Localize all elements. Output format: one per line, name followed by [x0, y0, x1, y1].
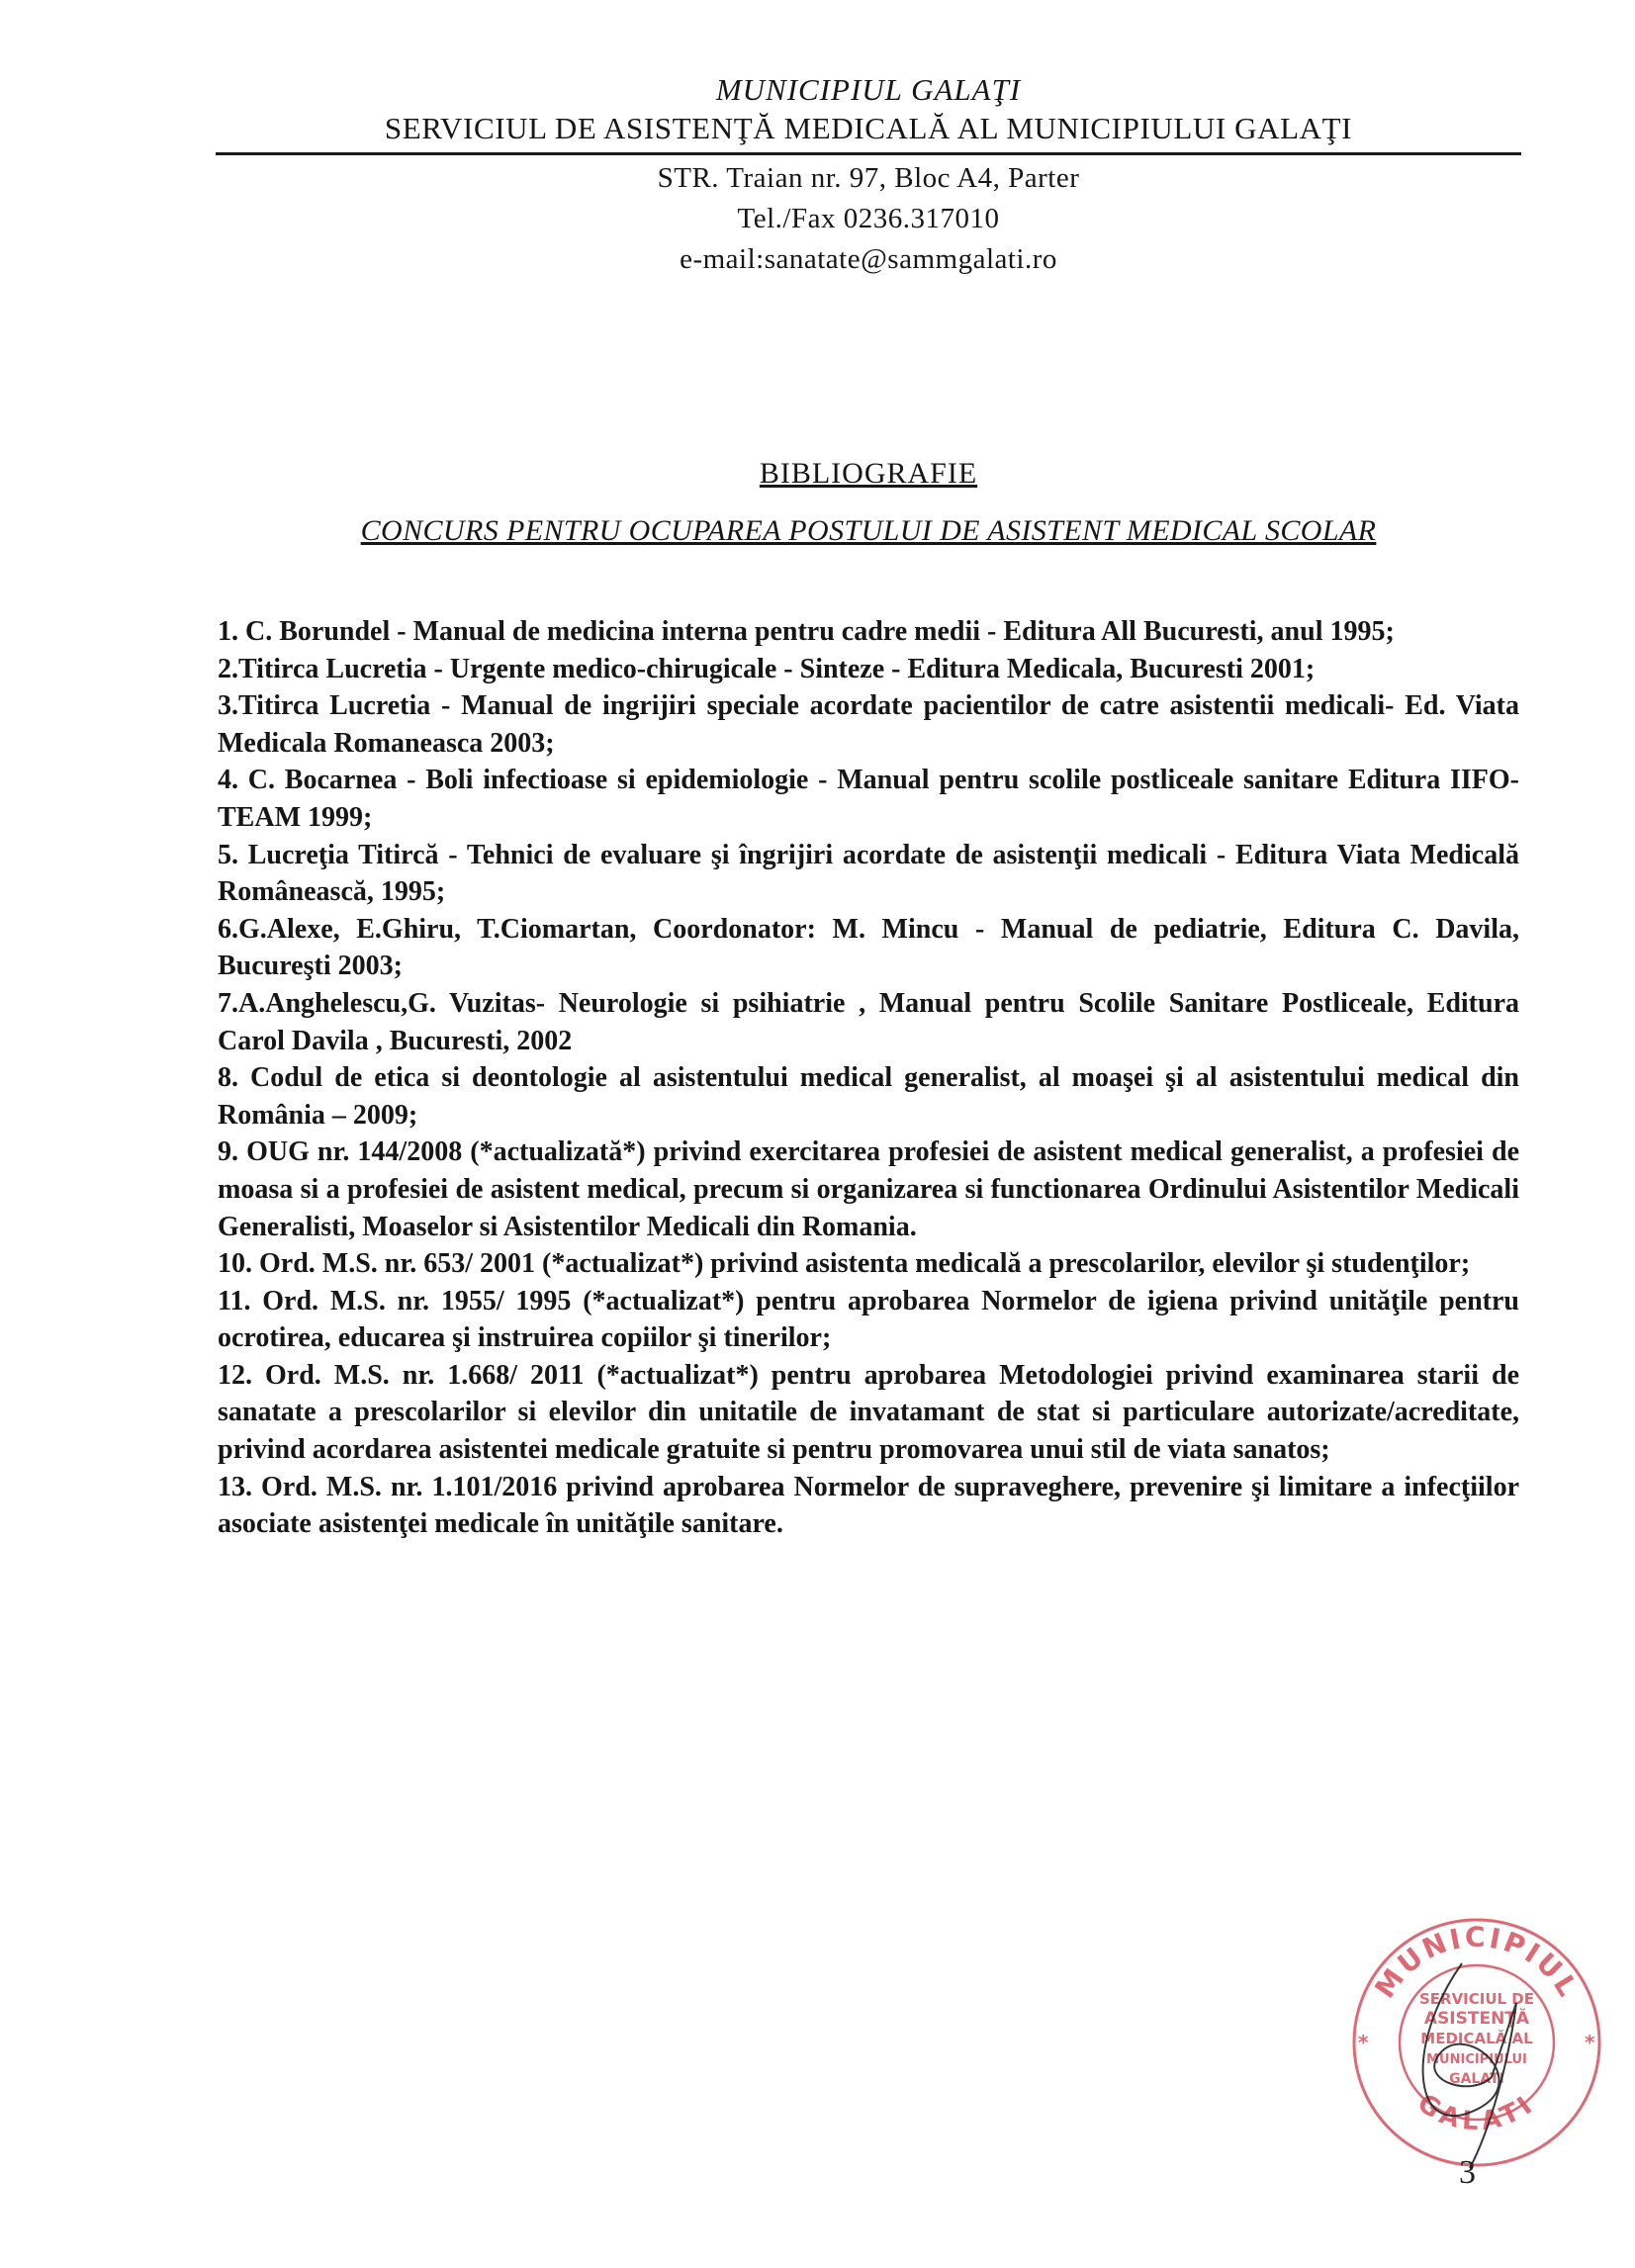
- stamp-outer-top-text: MUNICIPIUL: [1368, 1921, 1586, 2005]
- address-street: STR. Traian nr. 97, Bloc A4, Parter: [657, 162, 1080, 194]
- bibliography-item: 5. Lucreţia Titircă - Tehnici de evaluare şi îngrijiri acordate de asistenţii medicali - Editura Viata Medicală Românească, 1995;: [218, 839, 1519, 908]
- stamp-inner-line: SERVICIUL DE: [1418, 1990, 1535, 2008]
- header-divider: [216, 152, 1521, 155]
- bibliography-item: 1. C. Borundel - Manual de medicina interna pentru cadre medii - Editura All Bucuresti, anul 1995;: [218, 616, 1395, 647]
- stamp-inner-line: MEDICALĂ AL: [1420, 2030, 1533, 2047]
- bibliography-item: 12. Ord. M.S. nr. 1.668/ 2011 (*actualizat*) pentru aprobarea Metodologiei privind examinarea starii de sanatate a prescolarilor si elevilor din unitatile de invatamant de stat si particulare autorizate/acreditate, privind acordarea asistentei medicale gratuite si pentru promovarea unui stil de viata sanatos;: [218, 1359, 1519, 1466]
- stamp-inner-line: ASISTENŢĂ: [1423, 2009, 1530, 2029]
- bibliography-item: 7.A.Anghelescu,G. Vuzitas- Neurologie si psihiatrie , Manual pentru Scolile Sanitare Postliceale, Editura Carol Davila , Bucuresti, 2002: [218, 987, 1519, 1056]
- bibliography-item: 13. Ord. M.S. nr. 1.101/2016 privind aprobarea Normelor de supraveghere, prevenire şi limitare a infecţiilor asociate asistenţei medicale în unităţile sanitare.: [218, 1471, 1519, 1540]
- bibliography-item: 8. Codul de etica si deontologie al asistentului medical generalist, al moaşei şi al asistentului medical din România – 2009;: [218, 1062, 1519, 1131]
- bibliography-item: 4. C. Bocarnea - Boli infectioase si epidemiologie - Manual pentru scolile postliceale sanitare Editura IIFO-TEAM 1999;: [218, 765, 1519, 833]
- contact-block: [216, 158, 1521, 280]
- document-title: BIBLIOGRAFIE: [759, 457, 978, 490]
- bibliography-item: 3.Titirca Lucretia - Manual de ingrijiri speciale acordate pacientilor de catre asistentii medicali- Ed. Viata Medicala Romaneasca 2003;: [218, 690, 1519, 759]
- header-city: MUNICIPIUL GALAŢI: [715, 72, 1022, 107]
- stamp-outer-bottom-text: GALATI: [1411, 2088, 1542, 2137]
- svg-text:GALATI: [1411, 2088, 1541, 2136]
- bibliography-item: 6.G.Alexe, E.Ghiru, T.Ciomartan, Coordonator: M. Mincu - Manual de pediatrie, Editura C. Davila, Bucureşti 2003;: [218, 913, 1519, 982]
- bibliography-item: 10. Ord. M.S. nr. 653/ 2001 (*actualizat*) privind asistenta medicală a prescolarilor, elevilor şi studenţilor;: [218, 1248, 1471, 1280]
- stamp-star-right: *: [1585, 2031, 1595, 2054]
- stamp-inner-line: MUNICIPIULUI: [1426, 2052, 1527, 2067]
- bibliography-list: [218, 613, 1519, 1543]
- stamp-inner-line: GALATI: [1449, 2071, 1504, 2087]
- stamp-star-left: *: [1358, 2031, 1369, 2054]
- address-phone: Tel./Fax 0236.317010: [737, 203, 1000, 234]
- bibliography-item: 9. OUG nr. 144/2008 (*actualizată*) privind exercitarea profesiei de asistent medical generalist, a profesiei de moasa si a profesiei de asistent medical, precum si organizarea si functionarea Ordinului Asistentilor Medicali Generalisti, Moaselor si Asistentilor Medicali din Romania.: [218, 1136, 1519, 1242]
- address-email: e-mail:sanatate@sammgalati.ro: [680, 243, 1057, 275]
- bibliography-item: 11. Ord. M.S. nr. 1955/ 1995 (*actualizat*) pentru aprobarea Normelor de igiena privind unităţile pentru ocrotirea, educarea şi instruirea copiilor şi tinerilor;: [218, 1285, 1519, 1354]
- official-seal-stamp: [1343, 1909, 1610, 2176]
- document-subtitle: CONCURS PENTRU OCUPAREA POSTULUI DE ASISTENT MEDICAL SCOLAR: [360, 514, 1377, 547]
- document-header: [216, 71, 1521, 148]
- header-service-name: SERVICIUL DE ASISTENŢĂ MEDICALĂ AL MUNICIPIULUI GALAŢI: [384, 111, 1353, 145]
- bibliography-item: 2.Titirca Lucretia - Urgente medico-chirugicale - Sinteze - Editura Medicala, Bucuresti 2001;: [218, 653, 1316, 684]
- page-number: 3: [1459, 2154, 1476, 2191]
